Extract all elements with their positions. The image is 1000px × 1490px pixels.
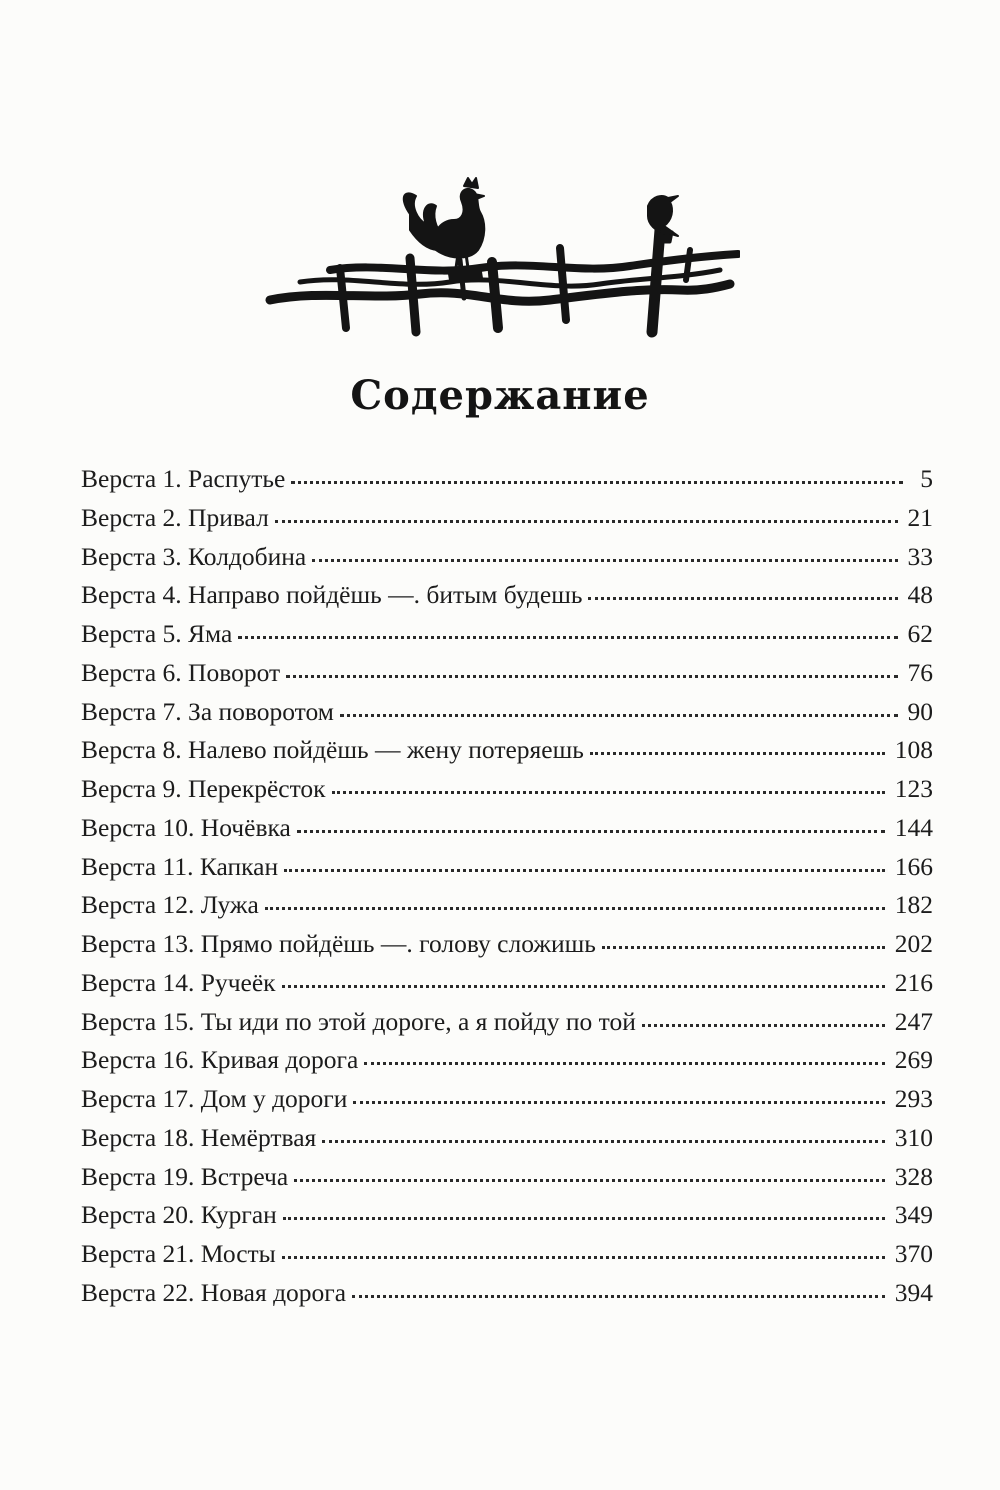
- toc-leader-dots: [364, 1061, 884, 1065]
- toc-leader-dots: [238, 635, 897, 639]
- toc-entry-page-number: 90: [907, 696, 933, 726]
- toc-entry-page-number: 5: [920, 464, 933, 493]
- toc-entry: [81, 1003, 933, 1042]
- toc-entry-title: Верста 22. Новая дорога: [81, 1277, 347, 1307]
- toc-entry-title: Верста 8. Налево пойдёшь — жену потеряешь: [81, 735, 584, 765]
- toc-entry-title: Верста 7. За поворотом: [81, 696, 334, 726]
- toc-entry-page-number: 144: [894, 812, 933, 842]
- toc-entry-page-number: 293: [894, 1084, 933, 1113]
- table-of-contents: [81, 460, 933, 1313]
- toc-leader-dots: [353, 1100, 884, 1104]
- toc-leader-dots: [332, 790, 885, 794]
- toc-leader-dots: [286, 674, 897, 678]
- toc-entry-page-number: 123: [894, 774, 933, 803]
- toc-entry-title: Верста 5. Яма: [81, 619, 233, 648]
- toc-entry: [81, 1119, 933, 1158]
- toc-entry: [81, 1235, 933, 1274]
- toc-entry-page-number: 394: [894, 1277, 933, 1307]
- toc-entry-page-number: 48: [907, 580, 933, 610]
- toc-entry: [81, 848, 933, 887]
- toc-entry-title: Верста 16. Кривая дорога: [81, 1045, 359, 1075]
- toc-entry-title: Верста 21. Мосты: [81, 1239, 276, 1268]
- page-title: Содержание: [350, 372, 650, 419]
- toc-entry: [81, 1041, 933, 1080]
- toc-entry-title: Верста 12. Лужа: [81, 890, 259, 920]
- toc-entry-page-number: 310: [894, 1122, 933, 1152]
- toc-entry: [81, 731, 933, 770]
- toc-entry-title: Верста 9. Перекрёсток: [81, 774, 326, 803]
- toc-entry: [81, 538, 933, 577]
- toc-leader-dots: [284, 868, 885, 872]
- toc-leader-dots: [322, 1139, 884, 1143]
- toc-leader-dots: [590, 751, 885, 755]
- toc-entry-page-number: 269: [894, 1045, 933, 1075]
- toc-entry-title: Верста 2. Привал: [81, 502, 269, 532]
- toc-entry: [81, 615, 933, 654]
- toc-entry-page-number: 216: [894, 967, 933, 997]
- toc-entry-page-number: 370: [894, 1239, 933, 1268]
- toc-entry-title: Верста 3. Колдобина: [81, 541, 307, 571]
- toc-entry-page-number: 62: [907, 619, 933, 648]
- toc-leader-dots: [642, 1023, 885, 1027]
- toc-entry-title: Верста 13. Прямо пойдёшь —. голову сложишь: [81, 929, 596, 958]
- toc-leader-dots: [312, 558, 897, 562]
- toc-entry: [81, 1080, 933, 1119]
- toc-entry-title: Верста 19. Встреча: [81, 1161, 289, 1191]
- toc-entry-page-number: 182: [894, 890, 933, 920]
- toc-entry-title: Верста 10. Ночёвка: [81, 812, 291, 842]
- toc-entry: [81, 1274, 933, 1313]
- fence-rooster-crow-illustration: [260, 150, 740, 350]
- toc-entry-title: Верста 4. Направо пойдёшь —. битым будешь: [81, 580, 583, 610]
- toc-entry: [81, 460, 933, 499]
- toc-entry-title: Верста 18. Немёртвая: [81, 1122, 317, 1152]
- toc-entry: [81, 770, 933, 809]
- toc-entry-page-number: 202: [894, 929, 933, 958]
- toc-entry: [81, 654, 933, 693]
- toc-entry-title: Верста 17. Дом у дороги: [81, 1084, 348, 1113]
- toc-entry: [81, 1158, 933, 1197]
- toc-leader-dots: [588, 596, 897, 600]
- toc-leader-dots: [283, 1216, 885, 1220]
- toc-leader-dots: [297, 829, 885, 833]
- toc-leader-dots: [265, 906, 885, 910]
- toc-leader-dots: [294, 1178, 885, 1182]
- toc-leader-dots: [275, 519, 898, 523]
- toc-entry-page-number: 247: [894, 1006, 933, 1036]
- toc-leader-dots: [352, 1294, 885, 1298]
- toc-entry-title: Верста 20. Курган: [81, 1200, 277, 1230]
- toc-leader-dots: [340, 713, 898, 717]
- toc-entry-page-number: 166: [894, 851, 933, 881]
- toc-entry-page-number: 108: [894, 735, 933, 765]
- toc-entry: [81, 925, 933, 964]
- toc-entry: [81, 1196, 933, 1235]
- toc-entry: [81, 576, 933, 615]
- toc-entry: [81, 499, 933, 538]
- toc-entry: [81, 809, 933, 848]
- toc-leader-dots: [282, 984, 885, 988]
- toc-entry-page-number: 33: [907, 541, 933, 571]
- toc-leader-dots: [602, 945, 885, 949]
- toc-entry-page-number: 328: [894, 1161, 933, 1191]
- toc-entry-page-number: 76: [907, 657, 933, 687]
- toc-entry-page-number: 349: [894, 1200, 933, 1230]
- toc-entry-title: Верста 1. Распутье: [81, 464, 286, 493]
- toc-leader-dots: [291, 480, 903, 484]
- toc-entry-title: Верста 15. Ты иди по этой дороге, а я пойду по той: [81, 1006, 636, 1036]
- toc-entry-title: Верста 14. Ручеёк: [81, 967, 276, 997]
- toc-entry: [81, 886, 933, 925]
- toc-entry-title: Верста 6. Поворот: [81, 657, 281, 687]
- toc-entry: [81, 693, 933, 732]
- toc-leader-dots: [282, 1255, 885, 1259]
- toc-entry-title: Верста 11. Капкан: [81, 851, 279, 881]
- toc-entry: [81, 964, 933, 1003]
- toc-entry-page-number: 21: [907, 502, 933, 532]
